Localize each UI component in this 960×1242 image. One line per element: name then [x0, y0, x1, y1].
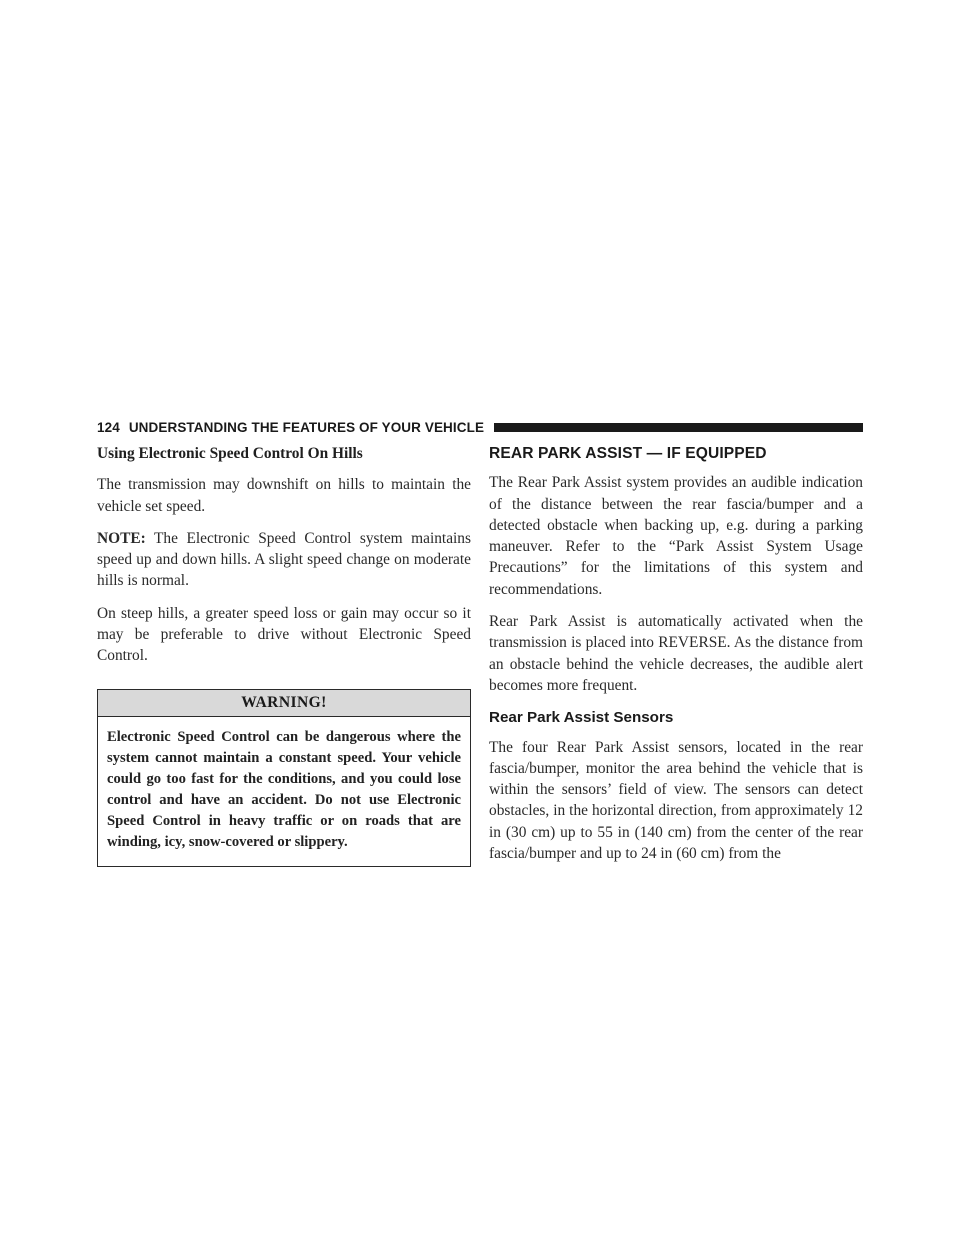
rear-park-assist-paragraph-2: Rear Park Assist is automatically activated when the transmission is placed into REVERSE. As the distance from an obstacle behind the vehicle decreases, the audible alert becomes more frequent.: [489, 613, 863, 694]
hills-subheading: Using Electronic Speed Control On Hills: [97, 445, 363, 462]
right-column: [489, 443, 863, 875]
header-rule: [494, 423, 863, 432]
note-text: The Electronic Speed Control system maintains speed up and down hills. A slight speed change on moderate hills is normal.: [97, 529, 471, 590]
rear-park-assist-paragraph-1: The Rear Park Assist system provides an audible indication of the distance between the rear fascia/bumper and a detected obstacle when backing up, e.g. during a parking maneuver. Refer to the “Park Assist System Usage Precautions” for the limitations of this system and recommendations.: [489, 474, 863, 598]
note-paragraph: [97, 528, 471, 592]
sensors-paragraph: The four Rear Park Assist sensors, located in the rear fascia/bumper, monitor the area behind the vehicle that is within the sensors’ field of view. The sensors can detect obstacles, in the horizontal direction, from approximately 12 in (30 cm) up to 55 in (140 cm) from the center of the rear fascia/bumper and up to 24 in (60 cm) from the: [489, 738, 863, 863]
hills-paragraph: The transmission may downshift on hills to maintain the vehicle set speed.: [97, 476, 471, 515]
sensors-subheading: Rear Park Assist Sensors: [489, 709, 674, 727]
steep-hills-paragraph: On steep hills, a greater speed loss or gain may occur so it may be preferable to drive without Electronic Speed Control.: [97, 604, 471, 665]
warning-title: WARNING!: [98, 690, 470, 717]
warning-box: [97, 689, 471, 867]
left-column: [97, 443, 471, 867]
rear-park-assist-heading: REAR PARK ASSIST — IF EQUIPPED: [489, 445, 767, 462]
page-number: 124: [97, 419, 120, 435]
page-header: [97, 418, 863, 436]
note-label: NOTE:: [97, 529, 146, 547]
section-title: UNDERSTANDING THE FEATURES OF YOUR VEHICLE: [128, 419, 485, 435]
warning-text: Electronic Speed Control can be dangerous where the system cannot maintain a constant speed. Your vehicle could go too fast for the conditions, and you could lose control and have an accident. Do not use Electronic Speed Control in heavy traffic or on roads that are winding, icy, snow-covered or slippery.: [107, 728, 461, 851]
